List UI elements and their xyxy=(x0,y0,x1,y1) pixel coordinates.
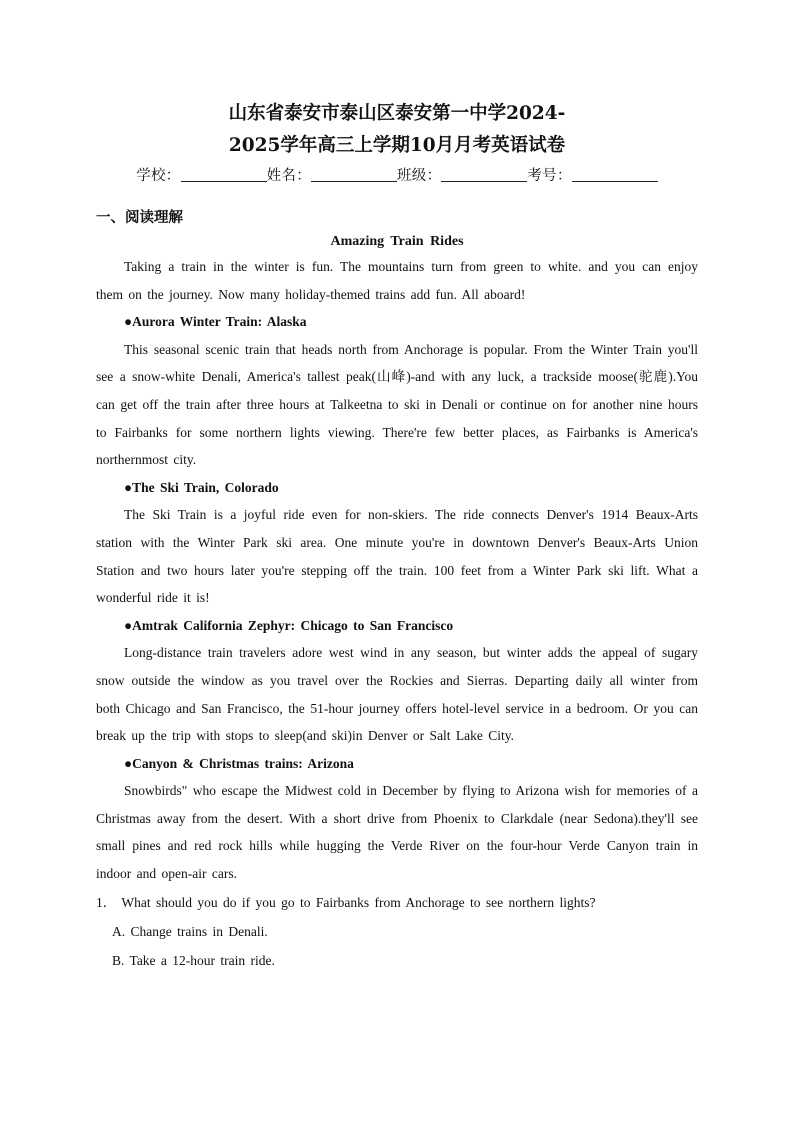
school-label: 学校： xyxy=(136,168,181,184)
name-blank xyxy=(311,167,397,182)
exam-title-line-2: 2025学年高三上学期10月月考英语试卷 xyxy=(228,135,566,156)
name-label: 姓名： xyxy=(266,168,311,184)
student-info-line xyxy=(96,165,698,187)
question-option-b[interactable]: B. Take a 12-hour train ride. xyxy=(112,952,275,968)
item-text-canyon: Snowbirds" who escape the Midwest cold in December by flying to Arizona wish for memories of a Christmas away from the desert. With a short drive from Phoenix to Clarkdale (near Sedona).they'll see small pines and red rock hills while hugging the Verde River on the four-hour Verde Canyon train in indoor and open-air cars. xyxy=(96,783,698,882)
class-blank xyxy=(441,167,527,182)
item-heading-aurora: ●Aurora Winter Train: Alaska xyxy=(124,314,307,330)
exam-title-line-1: 山东省泰安市泰山区泰安第一中学2024- xyxy=(228,103,566,124)
item-heading-zephyr: ●Amtrak California Zephyr: Chicago to San Francisco xyxy=(124,617,454,633)
item-text-aurora: This seasonal scenic train that heads north from Anchorage is popular. From the Winter Train you'll see a snow-white Denali, America's tallest peak(山峰)-and with any luck, a trackside moose(驼鹿).You can get off the train after three hours at Talkeetna to ski in Denali or continue on for another nine hours to Fairbanks for some northern lights viewing. There're few better places, as Fairbanks is America's northernmost city. xyxy=(96,341,698,468)
class-label: 班级： xyxy=(397,168,442,184)
item-heading-ski-train: ●The Ski Train, Colorado xyxy=(124,479,279,495)
passage-intro: Taking a train in the winter is fun. The mountains turn from green to white. and you can enjoy them on the journey. Now many holiday-themed trains add fun. All aboard! xyxy=(96,259,698,302)
school-blank xyxy=(181,167,267,182)
question-option-a[interactable]: A. Change trains in Denali. xyxy=(112,923,268,939)
exam-page xyxy=(96,0,698,975)
section-heading: 一、阅读理解 xyxy=(96,210,183,226)
item-text-ski-train: The Ski Train is a joyful ride even for non-skiers. The ride connects Denver's 1914 Beaux-Arts station with the Winter Park ski area. One minute you're in downtown Denver's Beaux-Arts Union Station and two hours later you're stepping off the train. 100 feet from a Winter Park ski lift. What a wonderful ride it is! xyxy=(96,507,698,606)
question-stem: 1． What should you do if you go to Fairbanks from Anchorage to see northern lights? xyxy=(96,894,596,910)
exam-number-label: 考号： xyxy=(527,168,572,184)
item-heading-canyon: ●Canyon & Christmas trains: Arizona xyxy=(124,755,354,771)
exam-number-blank xyxy=(572,167,658,182)
item-text-zephyr: Long-distance train travelers adore west wind in any season, but winter adds the appeal of sugary snow outside the window as you travel over the Rockies and Sierras. Departing daily all winter from both Chicago and San Francisco, the 51-hour journey offers hotel-level service in a bedroom. Or you can break up the trip with stops to sleep(and ski)in Denver or Salt Lake City. xyxy=(96,645,698,744)
passage-title: Amazing Train Rides xyxy=(330,234,464,249)
